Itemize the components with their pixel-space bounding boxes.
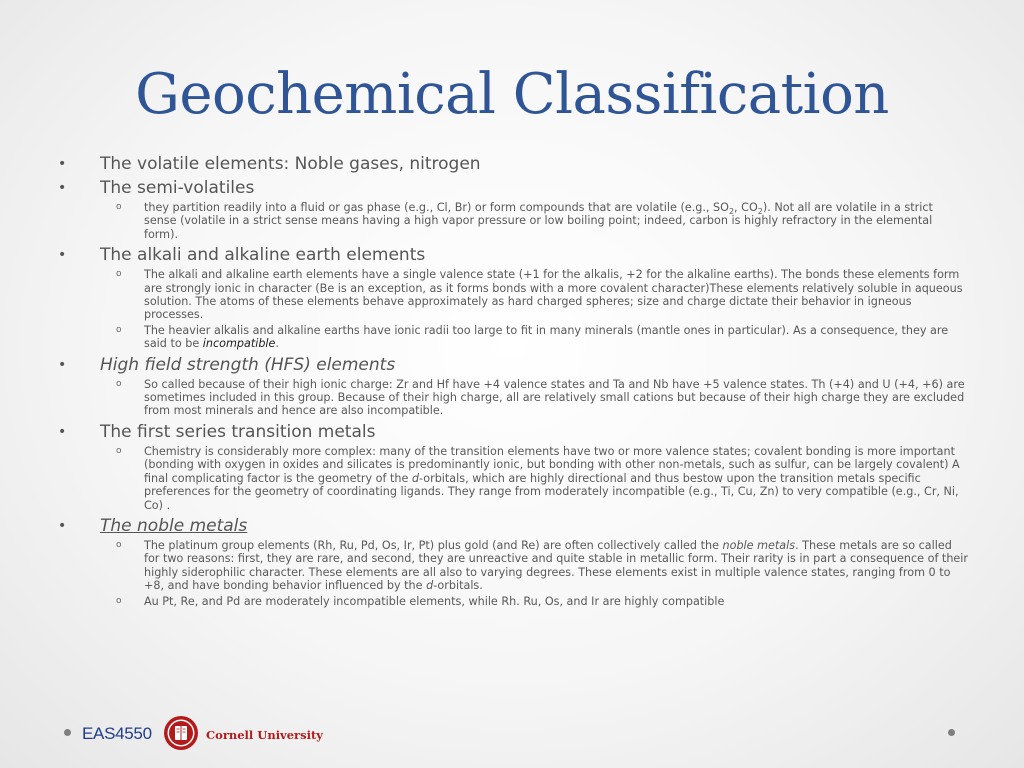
slide-content — [56, 152, 968, 610]
sub-text-part: . — [275, 337, 279, 351]
bullet-hfs-elements — [56, 353, 968, 377]
sub-text-part: Chemistry is considerably more complex: many of the transition elements have two or more valence states; covalent bonding is more important (bonding with oxygen in oxides and silicates is predominantly ionic, but bonding with other non-metals, such as sulfur, can be largely covalent) A final complicating factor is the geometry of the — [144, 444, 960, 485]
sub-bullet-transition — [56, 445, 968, 512]
sub-bullet-marker: o — [116, 202, 122, 212]
sub-bullet-noble-2 — [56, 595, 968, 608]
bullet-transition-metals — [56, 420, 968, 444]
sub-text-part: -orbitals. — [433, 579, 483, 593]
sub-text-part: The heavier alkalis and alkaline earths have ionic radii too large to fit in many minerals (mantle ones in particular). As a consequence, they are said to be — [144, 323, 949, 351]
sub-text-part: they partition readily into a fluid or gas phase (e.g., Cl, Br) or form compounds that are volatile (e.g., SO — [144, 201, 729, 214]
footer-dot-right — [948, 729, 955, 736]
sub-text-part: ). Not all are volatile in a strict sense (volatile in a strict sense means having a high vapor pressure or low boiling point; indeed, carbon is highly refractory in the elemental form). — [144, 201, 933, 241]
sub-bullet-alkali-2 — [56, 324, 968, 351]
sub-bullet-hfs — [56, 378, 968, 418]
bullet-dot: • — [58, 517, 67, 534]
bullet-volatile-elements — [56, 152, 968, 176]
sub-text: Au Pt, Re, and Pd are moderately incompatible elements, while Rh. Ru, Os, and Ir are highly compatible — [144, 594, 725, 608]
bullet-text: The alkali and alkaline earth elements — [100, 245, 426, 266]
sub-text-part: -orbitals, which are highly directional and thus bestow upon the transition metals specific preferences for the geometry of coordinating ligands. They range from moderately incompatible (e.g., Ti, Cu, Zn) to very compatible (e.g., Cr, Ni, Co) . — [144, 471, 959, 512]
emphasis-incompatible: incompatible — [202, 337, 276, 351]
sub-bullet-semi-volatiles — [56, 201, 968, 241]
sub-bullet-marker: o — [116, 595, 122, 606]
bullet-text: The semi-volatiles — [100, 178, 255, 198]
bullet-alkali-elements — [56, 243, 968, 267]
footer-dot-left — [64, 729, 71, 736]
sub-text: So called because of their high ionic charge: Zr and Hf have +4 valence states and Ta and Nb have +5 valence states. Th (+4) and U (+4, +6) are sometimes included in this group. Because of their high charge, all are relatively small cations but because of their high charge they are excluded from most minerals and hence are also incompatible. — [144, 377, 965, 418]
bullet-dot: • — [58, 156, 67, 172]
cornell-seal-icon — [163, 715, 199, 751]
slide-title: Geochemical Classification — [135, 62, 889, 127]
sub-text-part: . These metals are so called for two reasons: first, they are rare, and second, they are unreactive and quite stable in metallic form. Their rarity is in part a consequence of their highly siderophilic character. These elements are all also to varying degrees. These elements exist in multiple valence states, ranging from 0 to +8, and have bonding behavior influenced by the — [144, 538, 969, 593]
bullet-text: The first series transition metals — [100, 421, 376, 442]
subscript: 2 — [728, 207, 735, 217]
subscript: 2 — [757, 207, 763, 217]
sub-bullet-marker: o — [116, 324, 122, 335]
bullet-text: The noble metals — [100, 515, 248, 536]
emphasis-d: d — [426, 579, 434, 593]
bullet-text: High field strength (HFS) elements — [100, 354, 396, 375]
emphasis-noble-metals: noble metals — [722, 538, 796, 552]
sub-bullet-marker: o — [116, 539, 122, 550]
sub-bullet-marker: o — [116, 445, 122, 456]
sub-text-part: , CO — [734, 201, 758, 214]
bullet-dot: • — [58, 180, 67, 196]
sub-bullet-marker: o — [116, 269, 122, 280]
sub-text: The alkali and alkaline earth elements have a single valence state (+1 for the alkalis, +2 for the alkaline earths). The bonds these elements form are strongly ionic in character (Be is an exception, as it forms bonds with a more covalent character)These elements relatively soluble in aqueous solution. The atoms of these elements behave approximately as hard charged spheres; size and charge dictate their behavior in igneous processes. — [144, 268, 963, 322]
bullet-text: The volatile elements: Noble gases, nitrogen — [100, 154, 481, 174]
sub-text-part: The platinum group elements (Rh, Ru, Pd, Os, Ir, Pt) plus gold (and Re) are often collectively called the — [144, 538, 723, 552]
university-name: Cornell University — [206, 728, 323, 742]
sub-bullet-noble-1 — [56, 539, 968, 593]
sub-bullet-alkali-1 — [56, 268, 968, 322]
bullet-noble-metals — [56, 514, 968, 538]
bullet-semi-volatiles — [56, 176, 968, 200]
bullet-dot: • — [58, 356, 67, 373]
emphasis-d: d — [411, 471, 419, 485]
bullet-dot: • — [58, 423, 67, 440]
bullet-dot: • — [58, 247, 67, 264]
sub-bullet-marker: o — [116, 378, 122, 389]
course-code: EAS4550 — [82, 724, 152, 743]
